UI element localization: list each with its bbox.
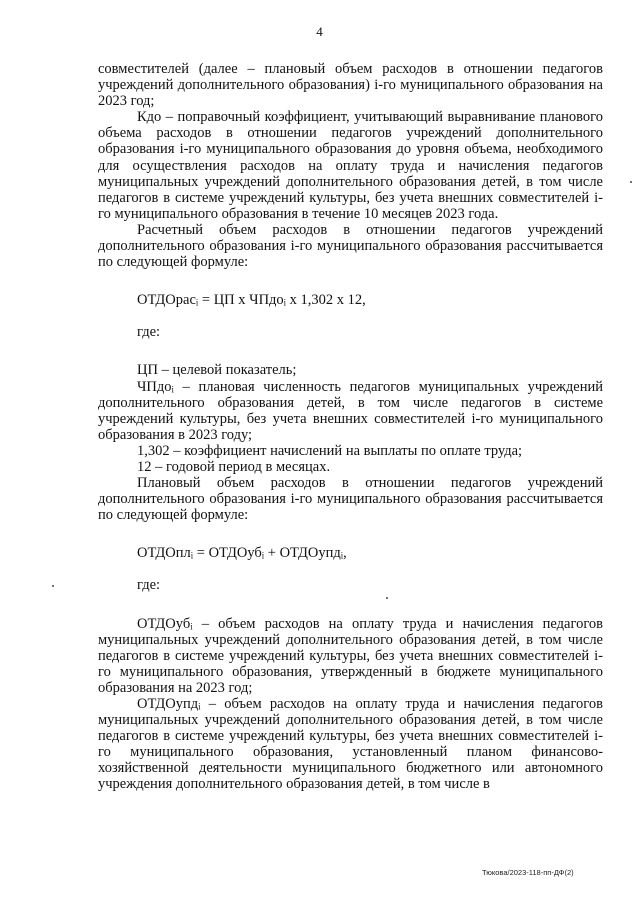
- scan-speck: [386, 597, 388, 599]
- document-body: [98, 61, 603, 793]
- paragraph: ЧПдоᵢ – плановая численность педагогов муниципальных учреждений дополнительного образования детей, в том числе педагогов в системе учреждений культуры, без учета внешних совместителей i-го муниципального образования в 2023 году;: [98, 378, 603, 443]
- formula: ОТДОплᵢ = ОТДОубᵢ + ОТДОупдᵢ,: [137, 545, 347, 562]
- paragraph: Расчетный объем расходов в отношении педагогов учреждений дополнительного образования i-го муниципального образования рассчитывается по следующей формуле:: [98, 221, 603, 271]
- paragraph: Плановый объем расходов в отношении педагогов учреждений дополнительного образования i-го муниципального образования рассчитывается по следующей формуле:: [98, 475, 603, 524]
- paragraph: ОТДОубᵢ – объем расходов на оплату труда и начисления педагогов муниципальных учреждений дополнительного образования детей, в том числе педагогов в системе учреждений культуры, без учета внешних совместителей i-го муниципального образования, утвержденный в бюджете муниципального образования на 2023 год;: [98, 615, 603, 696]
- page-number: 4: [316, 24, 323, 39]
- paragraph: ЦП – целевой показатель;: [137, 362, 297, 379]
- where-label: где:: [137, 324, 161, 341]
- where-label: где:: [137, 577, 161, 594]
- formula: ОТДОрасᵢ = ЦП х ЧПдоᵢ х 1,302 х 12,: [137, 292, 366, 309]
- paragraph: 1,302 – коэффициент начислений на выплаты по оплате труда;: [137, 442, 523, 459]
- scan-speck: [630, 181, 632, 183]
- scan-speck: [52, 585, 54, 587]
- paragraph: совместителей (далее – плановый объем расходов в отношении педагогов учреждений дополнительного образования) i-го муниципального образования на 2023 год;: [98, 61, 603, 110]
- document-footer-code: Тюкова/2023-118-пп-ДФ(2): [482, 868, 574, 877]
- paragraph: 12 – годовой период в месяцах.: [137, 458, 331, 475]
- paragraph: ОТДОупдᵢ – объем расходов на оплату труда и начисления педагогов муниципальных учреждений дополнительного образования детей, в том числе педагогов в системе учреждений культуры, без учета внешних совместителей i-го муниципального образования, установленный планом финансово-хозяйственной деятельности муниципального бюджетного или автономного учреждения дополнительного образования детей, в том числе в: [98, 696, 603, 793]
- paragraph: Кдо – поправочный коэффициент, учитывающий выравнивание планового объема расходов в отношении педагогов учреждений дополнительного образования i-го муниципального образования до уровня объема, необходимого для осуществления расходов на оплату труда и начисления педагогов муниципальных учреждений дополнительного образования детей, в том числе педагогов в системе учреждений культуры, без учета внешних совместителей i-го муниципального образования в течение 10 месяцев 2023 года.: [98, 109, 603, 222]
